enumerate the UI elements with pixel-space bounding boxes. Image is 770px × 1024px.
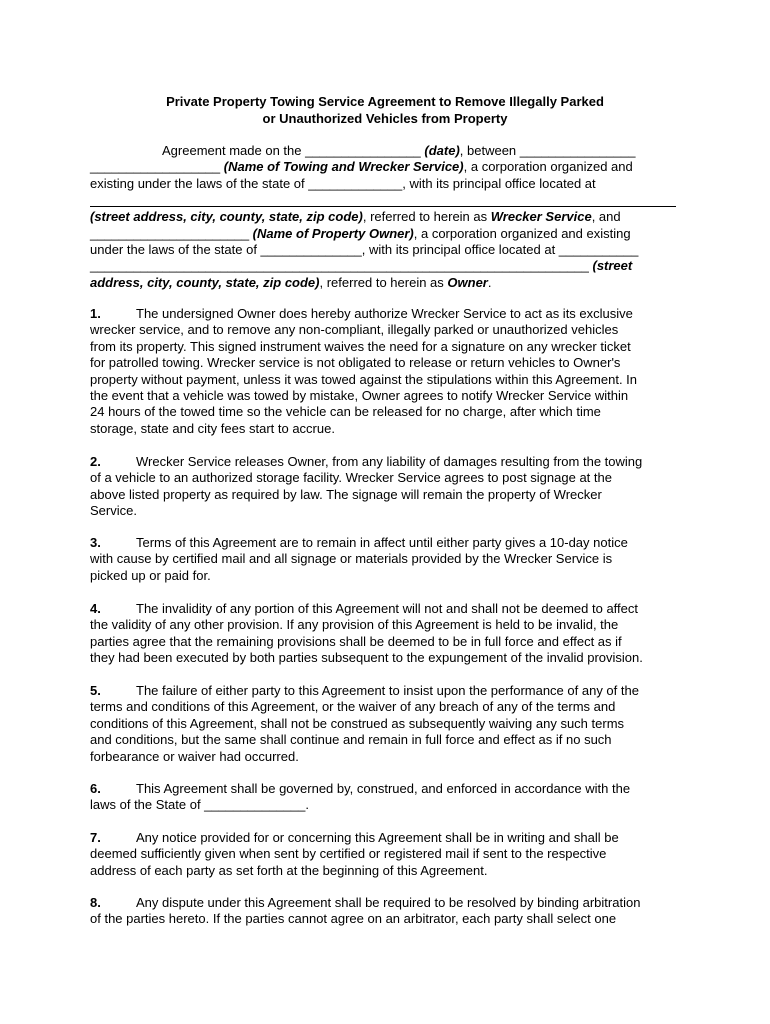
- intro-line: [90, 176, 680, 192]
- intro-text: Agreement made on the ________________: [162, 143, 425, 158]
- section-7: [90, 830, 682, 879]
- section-5: [90, 683, 682, 765]
- intro-paragraph: [90, 143, 680, 291]
- paragraph-line: from its property. This signed instrument waives the need for a signature on any wrecker ticket: [90, 338, 631, 354]
- date-placeholder: (date): [424, 143, 460, 158]
- section-3: [90, 535, 682, 584]
- paragraph-text: The undersigned Owner does hereby authorize Wrecker Service to act as its exclusive: [136, 306, 633, 321]
- section-number: 5.: [90, 683, 101, 698]
- section-2: [90, 454, 682, 520]
- paragraph-line: they had been executed by both parties subsequent to the expungement of the invalid provision.: [90, 650, 643, 666]
- intro-text: , referred to herein as: [319, 274, 448, 290]
- intro-text: , a corporation organized and existing: [413, 225, 631, 241]
- address-placeholder: (street address, city, county, state, zip code): [90, 209, 363, 225]
- intro-text: __________________: [90, 159, 224, 175]
- paragraph-line: [90, 306, 682, 322]
- paragraph-line: [90, 830, 682, 846]
- document-title: [90, 94, 680, 127]
- title-line-1: Private Property Towing Service Agreement to Remove Illegally Parked: [166, 94, 604, 109]
- intro-text: under the laws of the state of ______________, with its principal office located at ___________: [90, 241, 639, 257]
- paragraph-line: [90, 601, 682, 617]
- section-6: [90, 781, 682, 814]
- intro-text: ______________________: [90, 225, 253, 241]
- address-placeholder: address, city, county, state, zip code): [90, 274, 320, 290]
- intro-line: [90, 209, 680, 225]
- paragraph-line: storage, state and city fees start to accrue.: [90, 420, 335, 436]
- paragraph-line: conditions of this Agreement, shall not be construed as subsequently waiving any such terms: [90, 715, 625, 731]
- wrecker-service-term: Wrecker Service: [490, 209, 592, 225]
- intro-text: , and: [591, 209, 621, 225]
- paragraph-line: the event that a vehicle was towed by mistake, Owner agrees to notify Wrecker Service within: [90, 387, 629, 403]
- paragraph-line: and conditions, but the same shall continue and remain in full force and effect as if no such: [90, 732, 612, 748]
- intro-text: existing under the laws of the state of _____________, with its principal office located at: [90, 175, 596, 191]
- intro-text: , between ________________: [459, 143, 636, 158]
- property-owner-name-placeholder: (Name of Property Owner): [252, 225, 414, 241]
- intro-line: [90, 242, 680, 258]
- paragraph-text: The failure of either party to this Agreement to insist upon the performance of any of the: [136, 683, 639, 698]
- address-placeholder: (street: [592, 258, 633, 274]
- paragraph-line: of a vehicle to an authorized storage facility. Wrecker Service agrees to post signage at the: [90, 470, 612, 486]
- intro-text: , a corporation organized and: [463, 159, 633, 175]
- section-number: 1.: [90, 306, 101, 321]
- intro-line: [90, 275, 680, 291]
- paragraph-line: [90, 535, 682, 551]
- intro-line: [90, 226, 680, 242]
- paragraph-line: address of each party as set forth at the beginning of this Agreement.: [90, 862, 488, 878]
- section-number: 2.: [90, 454, 101, 469]
- section-1: [90, 306, 682, 437]
- paragraph-text: Terms of this Agreement are to remain in affect until either party gives a 10-day notice: [136, 535, 628, 550]
- section-8: [90, 895, 682, 928]
- paragraph-line: laws of the State of ______________.: [90, 797, 310, 813]
- section-number: 7.: [90, 830, 101, 845]
- paragraph-text: The invalidity of any portion of this Agreement will not and shall not be deemed to affect: [136, 601, 639, 616]
- section-number: 6.: [90, 781, 101, 796]
- intro-text: _____________________________________________________________________: [90, 258, 593, 274]
- paragraph-text: Any notice provided for or concerning this Agreement shall be in writing and shall be: [136, 830, 619, 845]
- paragraph-line: with cause by certified mail and all signage or materials provided by the Wrecker Service is: [90, 551, 613, 567]
- intro-text: , referred to herein as: [362, 209, 491, 225]
- paragraph-line: forbearance or waiver had occurred.: [90, 748, 299, 764]
- paragraph-text: Any dispute under this Agreement shall be required to be resolved by binding arbitration: [136, 895, 641, 910]
- paragraph-line: deemed sufficiently given when sent by certified or registered mail if sent to the respective: [90, 846, 607, 862]
- section-number: 8.: [90, 895, 101, 910]
- paragraph-line: property without payment, unless it was towed against the stipulations within this Agreement. In: [90, 371, 638, 387]
- paragraph-line: 24 hours of the towed time so the vehicle can be released for no charge, after which time: [90, 404, 601, 420]
- section-number: 3.: [90, 535, 101, 550]
- intro-line: [90, 258, 680, 274]
- paragraph-line: [90, 781, 682, 797]
- section-4: [90, 601, 682, 667]
- paragraph-line: parties agree that the remaining provisions shall be deemed to be in full force and effect as if: [90, 633, 622, 649]
- paragraph-line: picked up or paid for.: [90, 567, 211, 583]
- section-number: 4.: [90, 601, 101, 616]
- intro-line: [90, 143, 680, 159]
- intro-line: [90, 159, 680, 175]
- address-blank-line: [90, 192, 676, 207]
- paragraph-text: Wrecker Service releases Owner, from any liability of damages resulting from the towing: [136, 454, 643, 469]
- paragraph-line: above listed property as required by law. The signage will remain the property of Wrecker: [90, 486, 602, 502]
- paragraph-line: [90, 895, 682, 911]
- paragraph-line: wrecker service, and to remove any non-compliant, illegally parked or unauthorized vehicles: [90, 322, 619, 338]
- paragraph-line: of the parties hereto. If the parties cannot agree on an arbitrator, each party shall select one: [90, 911, 617, 927]
- owner-term: Owner: [447, 274, 488, 290]
- intro-text: .: [487, 274, 492, 290]
- paragraph-line: [90, 454, 682, 470]
- paragraph-line: [90, 683, 682, 699]
- paragraph-line: the validity of any other provision. If any provision of this Agreement is held to be invalid, the: [90, 617, 619, 633]
- towing-service-name-placeholder: (Name of Towing and Wrecker Service): [223, 159, 464, 175]
- paragraph-line: Service.: [90, 503, 137, 519]
- paragraph-text: This Agreement shall be governed by, construed, and enforced in accordance with the: [136, 781, 631, 796]
- paragraph-line: terms and conditions of this Agreement, or the waiver of any breach of any of the terms and: [90, 699, 616, 715]
- paragraph-line: for patrolled towing. Wrecker service is not obligated to release or return vehicles to Owner's: [90, 355, 621, 371]
- title-line-2: or Unauthorized Vehicles from Property: [262, 110, 508, 126]
